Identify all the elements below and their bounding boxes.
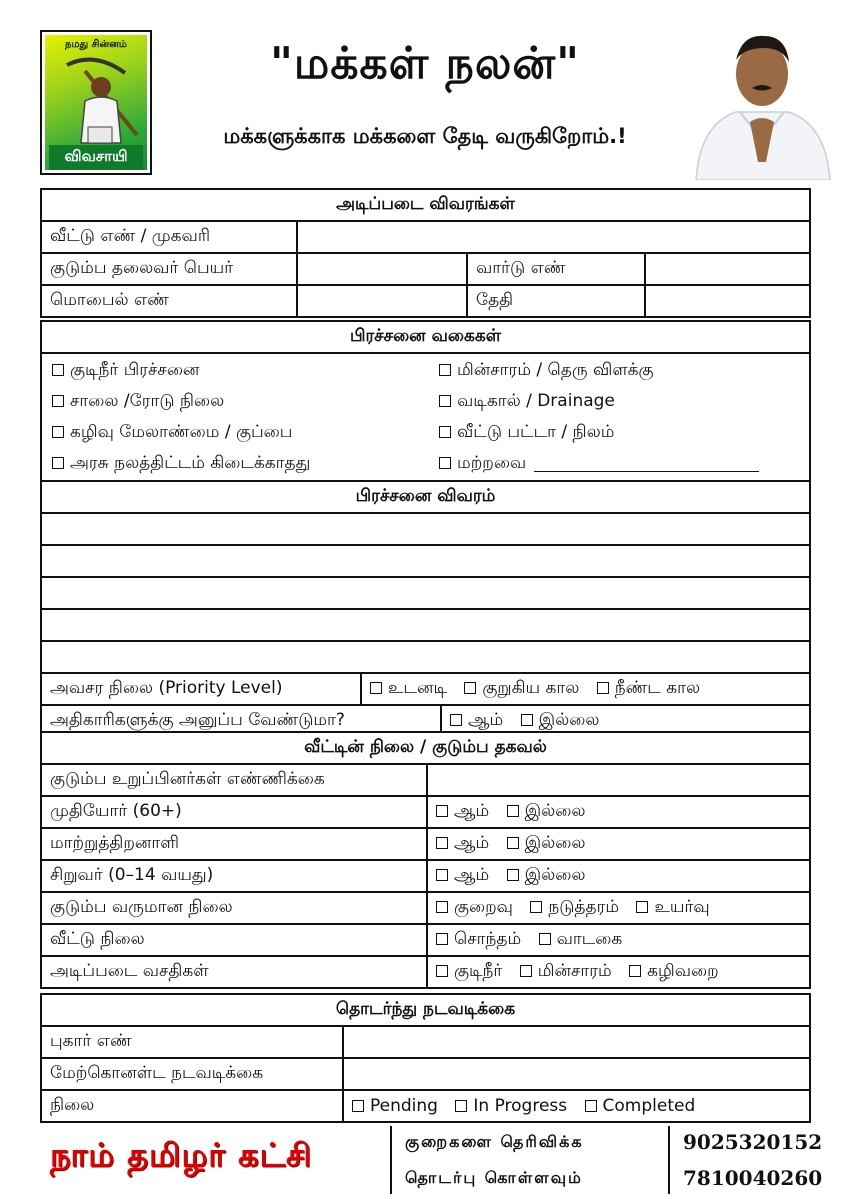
followup-table [40, 993, 811, 1123]
checkbox-icon[interactable] [52, 395, 64, 407]
problem-types-box [41, 353, 810, 481]
checkbox-icon[interactable] [52, 364, 64, 376]
priority-label: அவசர நிலை (Priority Level) [41, 673, 361, 705]
checkbox-icon[interactable] [629, 965, 641, 977]
priority-options [361, 673, 810, 705]
status-option[interactable]: Pending [352, 1096, 438, 1116]
checkbox-icon[interactable] [439, 426, 451, 438]
complaint-number-label: புகார் எண் [41, 1026, 343, 1058]
status-option[interactable]: In Progress [455, 1096, 567, 1116]
income-option[interactable]: நடுத்தரம் [530, 897, 619, 917]
checkbox-icon[interactable] [521, 714, 533, 726]
yes-option[interactable]: ஆம் [436, 801, 489, 821]
checkbox-icon[interactable] [530, 901, 542, 913]
income-option[interactable]: குறைவு [436, 897, 513, 917]
checkbox-icon[interactable] [52, 457, 64, 469]
facilities-options [427, 956, 810, 988]
no-option[interactable]: இல்லை [507, 833, 586, 853]
yes-option[interactable]: ஆம் [436, 865, 489, 885]
priority-option[interactable]: நீண்ட கால [597, 678, 700, 698]
checkbox-icon[interactable] [539, 933, 551, 945]
address-label: வீட்டு எண் / முகவரி [41, 221, 297, 253]
other-write-line[interactable] [534, 471, 759, 472]
checkbox-icon[interactable] [520, 965, 532, 977]
action-taken-label: மேற்கொனள்ட நடவடிக்கை [41, 1058, 343, 1090]
no-option[interactable]: இல்லை [507, 865, 586, 885]
party-symbol-logo [40, 30, 152, 175]
problem-detail-line[interactable] [41, 641, 810, 673]
elderly-label: முதியோர் (60+) [41, 796, 427, 828]
problem-type-item[interactable]: கழிவு மேலாண்மை / குப்பை [42, 417, 429, 448]
address-field[interactable] [297, 221, 810, 253]
contact-line-2: தொடர்பு கொள்ளவும் [405, 1168, 583, 1187]
action-taken-field[interactable] [343, 1058, 810, 1090]
checkbox-icon[interactable] [352, 1100, 364, 1112]
facility-option[interactable]: மின்சாரம் [520, 961, 612, 981]
house-option[interactable]: வாடகை [539, 929, 623, 949]
checkbox-icon[interactable] [464, 682, 476, 694]
household-table [40, 731, 811, 989]
members-label: குடும்ப உறுப்பினர்கள் எண்ணிக்கை [41, 764, 427, 796]
followup-heading: தொடர்ந்து நடவடிக்கை [41, 994, 810, 1026]
house-options [427, 924, 810, 956]
disabled-options [427, 828, 810, 860]
checkbox-icon[interactable] [636, 901, 648, 913]
status-options [343, 1090, 810, 1122]
leader-photo [686, 12, 838, 180]
problem-table [40, 320, 811, 738]
children-options [427, 860, 810, 892]
checkbox-icon[interactable] [436, 965, 448, 977]
checkbox-icon[interactable] [507, 837, 519, 849]
checkbox-icon[interactable] [436, 837, 448, 849]
problem-detail-line[interactable] [41, 545, 810, 577]
facilities-label: அடிப்படை வசதிகள் [41, 956, 427, 988]
page-title: "மக்கள் நலன்" [270, 38, 580, 89]
income-option[interactable]: உயர்வு [636, 897, 709, 917]
problem-detail-line[interactable] [41, 609, 810, 641]
problem-detail-heading: பிரச்சனை விவரம் [41, 481, 810, 513]
problem-detail-line[interactable] [41, 513, 810, 545]
ward-field[interactable] [645, 253, 810, 285]
ward-label: வார்டு எண் [467, 253, 645, 285]
problem-type-item[interactable]: சாலை /ரோடு நிலை [42, 386, 429, 417]
head-name-label: குடும்ப தலைவர் பெயர் [41, 253, 297, 285]
problem-types-heading: பிரச்சனை வகைகள் [41, 321, 810, 353]
income-label: குடும்ப வருமான நிலை [41, 892, 427, 924]
phone-number-2: 7810040260 [683, 1166, 823, 1190]
disabled-label: மாற்றுத்திறனாளி [41, 828, 427, 860]
house-option[interactable]: சொந்தம் [436, 929, 521, 949]
yes-option[interactable]: ஆம் [436, 833, 489, 853]
checkbox-icon[interactable] [436, 805, 448, 817]
checkbox-icon[interactable] [436, 869, 448, 881]
date-label: தேதி [467, 285, 645, 317]
household-heading: வீட்டின் நிலை / குடும்ப தகவல் [41, 732, 810, 764]
facility-option[interactable]: குடிநீர் [436, 961, 502, 981]
status-label: நிலை [41, 1090, 343, 1122]
basic-details-heading: அடிப்படை விவரங்கள் [41, 189, 810, 221]
mobile-field[interactable] [297, 285, 467, 317]
status-option[interactable]: Completed [585, 1096, 696, 1116]
logo-bottom-text: விவசாயி [49, 145, 143, 170]
checkbox-icon[interactable] [597, 682, 609, 694]
checkbox-icon[interactable] [439, 364, 451, 376]
farmer-icon [55, 51, 145, 151]
checkbox-icon[interactable] [439, 457, 451, 469]
checkbox-icon[interactable] [585, 1100, 597, 1112]
house-label: வீட்டு நிலை [41, 924, 427, 956]
elderly-options [427, 796, 810, 828]
send-officials-label: அதிகாரிகளுக்கு அனுப்ப வேண்டுமா? [41, 705, 441, 737]
problem-type-item[interactable]: வடிகால் / Drainage [429, 386, 809, 417]
footer-divider [390, 1126, 392, 1194]
income-options [427, 892, 810, 924]
date-field[interactable] [645, 285, 810, 317]
checkbox-icon[interactable] [370, 682, 382, 694]
complaint-number-field[interactable] [343, 1026, 810, 1058]
phone-number-1: 9025320152 [683, 1130, 823, 1154]
checkbox-icon[interactable] [436, 933, 448, 945]
facility-option[interactable]: கழிவறை [629, 961, 719, 981]
checkbox-icon[interactable] [439, 395, 451, 407]
checkbox-icon[interactable] [52, 426, 64, 438]
problem-type-item[interactable]: அரசு நலத்திட்டம் கிடைக்காதது [42, 448, 429, 479]
priority-option[interactable]: குறுகிய கால [464, 678, 579, 698]
footer-divider [668, 1126, 670, 1194]
mobile-label: மொபைல் எண் [41, 285, 297, 317]
checkbox-icon[interactable] [450, 714, 462, 726]
head-name-field[interactable] [297, 253, 467, 285]
problem-type-item[interactable]: வீட்டு பட்டா / நிலம் [429, 417, 809, 448]
basic-details-table [40, 188, 811, 318]
problem-type-item[interactable]: மின்சாரம் / தெரு விளக்கு [429, 355, 809, 386]
party-name-brand: நாம் தமிழர் கட்சி [50, 1136, 313, 1174]
problem-detail-line[interactable] [41, 577, 810, 609]
checkbox-icon[interactable] [455, 1100, 467, 1112]
problem-type-item[interactable]: மற்றவை [429, 448, 809, 479]
no-option[interactable]: இல்லை [507, 801, 586, 821]
checkbox-icon[interactable] [507, 805, 519, 817]
checkbox-icon[interactable] [436, 901, 448, 913]
children-label: சிறுவர் (0–14 வயது) [41, 860, 427, 892]
logo-top-text: நமது சின்னம் [65, 39, 127, 50]
no-option[interactable]: இல்லை [521, 710, 600, 730]
members-field[interactable] [427, 764, 810, 796]
priority-option[interactable]: உடனடி [370, 678, 447, 698]
problem-type-item[interactable]: குடிநீர் பிரச்சனை [42, 355, 429, 386]
contact-line-1: குறைகளை தெரிவிக்க [405, 1132, 584, 1151]
page-subtitle: மக்களுக்காக மக்களை தேடி வருகிறோம்.! [223, 124, 627, 148]
yes-option[interactable]: ஆம் [450, 710, 503, 730]
checkbox-icon[interactable] [507, 869, 519, 881]
